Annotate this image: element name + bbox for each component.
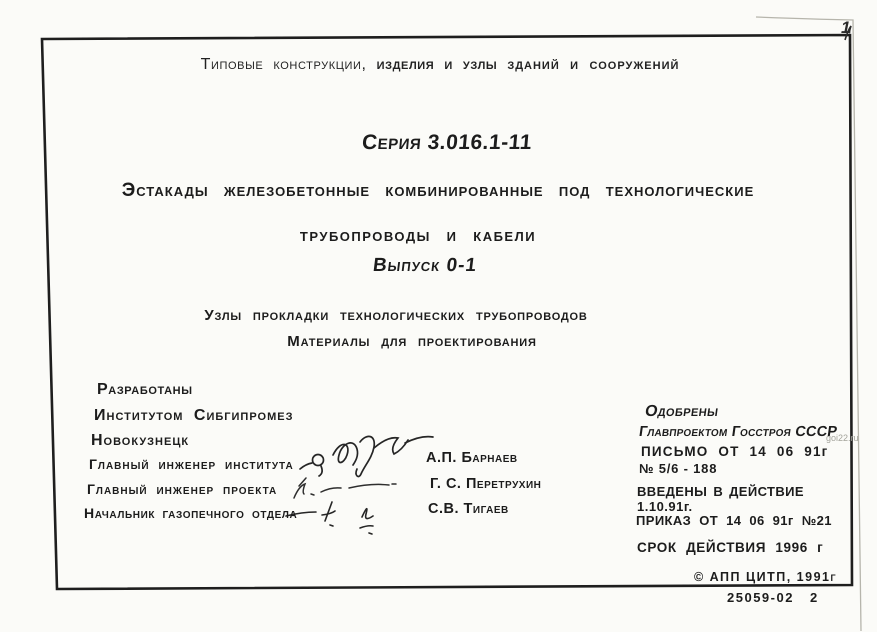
- title-part2: комбинированные под технологические: [385, 180, 755, 201]
- document-category-header: [40, 56, 840, 74]
- validity-part2: ДЕЙСТВИЯ 1996 г: [686, 540, 824, 555]
- developed-heading: Разработаны: [97, 381, 193, 398]
- issue-number: Выпуск 0-1: [371, 255, 479, 276]
- sheet-number: 2: [809, 590, 819, 605]
- subtitle-line1: [0, 307, 792, 324]
- header-part2: изделия и узлы: [376, 56, 498, 73]
- signature-tigaev-icon: [286, 502, 373, 534]
- order-line: [636, 513, 832, 528]
- order-part1: ПРИКАЗ: [636, 513, 692, 528]
- document-title-line2: трубопроводы и кабели: [299, 225, 537, 246]
- subtitle-line2-part1: Материалы: [287, 333, 371, 350]
- effective-date: 1.10.91г.: [637, 499, 693, 514]
- signatory-role: Главный инженер института: [89, 456, 294, 472]
- subtitle-line2-part2: для проектирования: [381, 333, 537, 350]
- order-part2: ОТ 14 06 91г №21: [699, 513, 832, 528]
- approved-heading: Одобрены: [643, 403, 720, 420]
- approved-authority: Главпроектом Госстроя СССР: [637, 424, 839, 440]
- watermark: goi22.ru: [826, 433, 859, 443]
- doc-number-value: 25059-02: [727, 590, 794, 605]
- effective-part1: ВВЕДЕНЫ: [637, 484, 708, 499]
- subtitle-line1-part2: трубопроводов: [475, 307, 588, 324]
- signatory-role: Главный инженер проекта: [87, 481, 278, 497]
- signatory-name: А.П. Барнаев: [426, 450, 518, 466]
- effective-part2: В ДЕЙСТВИЕ: [713, 484, 804, 499]
- signatory-name: Г. С. Перетрухин: [430, 476, 542, 492]
- subtitle-line1-part1: Узлы прокладки технологических: [204, 307, 465, 324]
- document-number: [727, 590, 819, 605]
- approval-letter-line2: № 5/6 - 188: [639, 461, 718, 476]
- signature-barnaev-icon: [300, 436, 433, 476]
- approval-letter-line1: ПИСЬМО ОТ 14 06 91г: [641, 444, 829, 459]
- copyright-notice: © АПП ЦИТП, 1991г: [694, 570, 838, 584]
- document-title-line1: [38, 180, 838, 202]
- subtitle-line2: [12, 333, 812, 350]
- developed-institute: Институтом Сибгипромез: [94, 407, 294, 424]
- signatory-name: С.В. Тигаев: [428, 501, 509, 517]
- paper-edge-line: [756, 17, 861, 631]
- page-number-mark: 1: [841, 18, 851, 37]
- title-part1: Эстакады железобетонные: [121, 180, 371, 201]
- developed-city: Новокузнецк: [91, 432, 190, 449]
- effective-line: [637, 484, 804, 499]
- validity-line: [637, 540, 823, 555]
- header-part3: зданий и сооружений: [507, 56, 680, 73]
- validity-part1: СРОК: [637, 540, 677, 555]
- header-part1: Типовые конструкции,: [200, 56, 367, 73]
- signatory-role: Начальник газопечного отдела: [84, 505, 298, 521]
- series-number: Серия 3.016.1-11: [361, 131, 533, 154]
- signature-peretrukhin-icon: [294, 478, 396, 498]
